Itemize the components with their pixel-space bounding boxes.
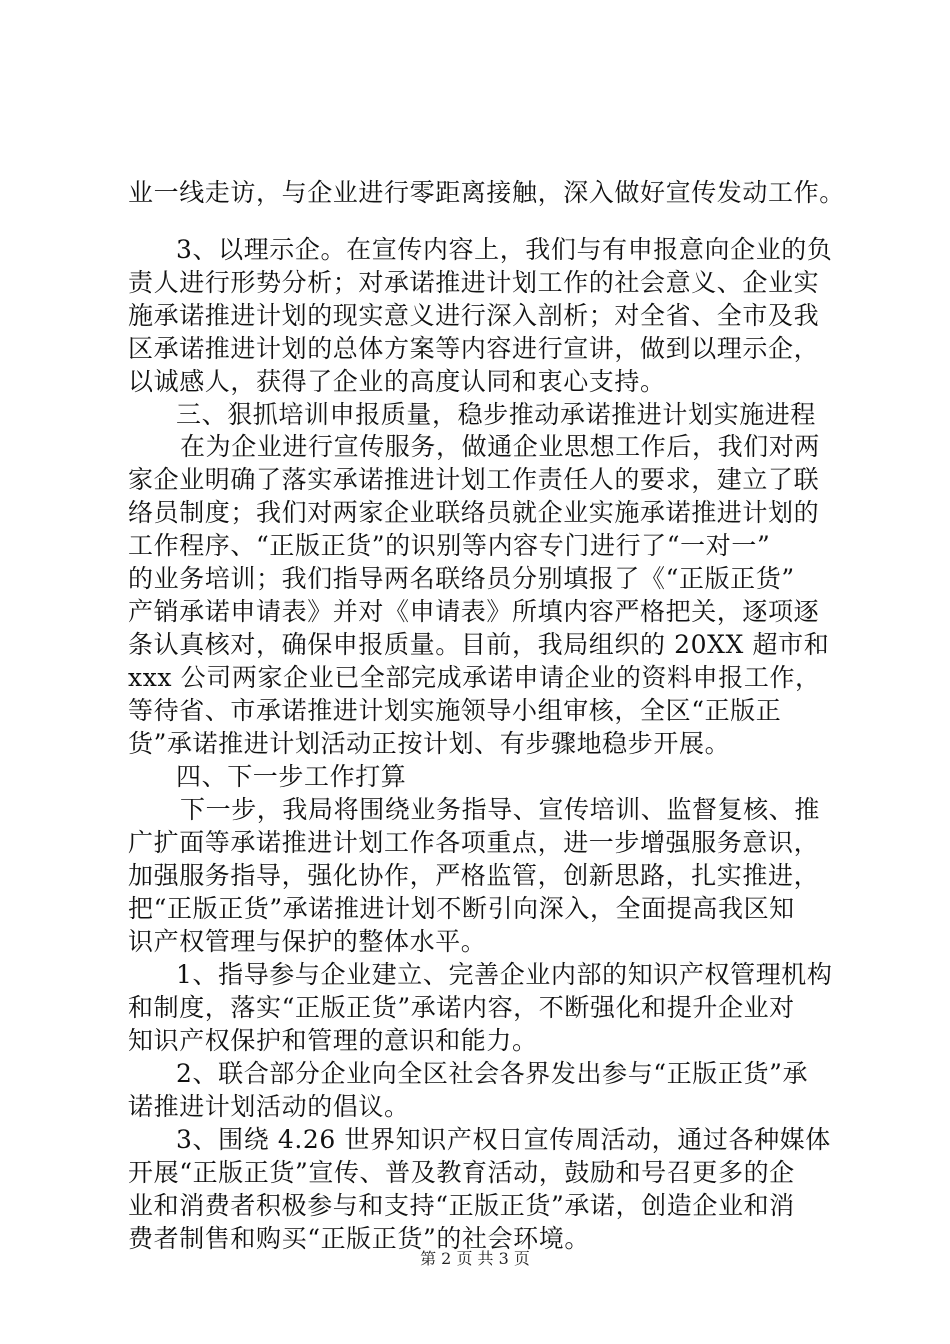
paragraph-line: 1、指导参与企业建立、完善企业内部的知识产权管理机构 [176, 960, 833, 989]
paragraph-line: 开展“正版正货”宣传、普及教育活动，鼓励和号召更多的企 [128, 1158, 795, 1187]
paragraph-line: 施承诺推进计划的现实意义进行深入剖析；对全省、全市及我 [128, 301, 820, 330]
paragraph-line: 等待省、市承诺推进计划实施领导小组审核，全区“正版正 [128, 696, 782, 725]
paragraph-line: 知识产权保护和管理的意识和能力。 [128, 1026, 538, 1055]
section-heading: 四、下一步工作打算 [176, 762, 407, 791]
paragraph-line: 加强服务指导，强化协作，严格监管，创新思路，扎实推进， [128, 861, 820, 890]
paragraph-line: xxx 公司两家企业已全部完成承诺申请企业的资料申报工作， [128, 663, 821, 692]
paragraph-line: 责人进行形势分析；对承诺推进计划工作的社会意义、企业实 [128, 268, 820, 297]
paragraph-line: 产销承诺申请表》并对《申请表》所填内容严格把关，逐项逐 [128, 597, 820, 626]
paragraph-line: 业一线走访，与企业进行零距离接触，深入做好宣传发动工作。 [128, 178, 845, 207]
paragraph-line: 业和消费者积极参与和支持“正版正货”承诺，创造企业和消 [128, 1191, 795, 1220]
paragraph-line: 识产权管理与保护的整体水平。 [128, 927, 487, 956]
paragraph-line: 2、联合部分企业向全区社会各界发出参与“正版正货”承 [176, 1059, 809, 1088]
paragraph-line: 把“正版正货”承诺推进计划不断引向深入，全面提高我区知 [128, 894, 795, 923]
paragraph-line: 货”承诺推进计划活动正按计划、有步骤地稳步开展。 [128, 729, 731, 758]
paragraph-line: 费者制售和购买“正版正货”的社会环境。 [128, 1224, 590, 1253]
paragraph-line: 下一步，我局将围绕业务指导、宣传培训、监督复核、推 [180, 795, 821, 824]
paragraph-line: 3、围绕 4.26 世界知识产权日宣传周活动，通过各种媒体 [176, 1125, 831, 1154]
paragraph-line: 和制度，落实“正版正货”承诺内容，不断强化和提升企业对 [128, 993, 795, 1022]
page-number-footer: 第 2 页 共 3 页 [420, 1249, 530, 1268]
paragraph-line: 3、以理示企。在宣传内容上，我们与有申报意向企业的负 [176, 235, 833, 264]
paragraph-line: 工作程序、“正版正货”的识别等内容专门进行了“一对一” [128, 531, 771, 560]
paragraph-line: 在为企业进行宣传服务，做通企业思想工作后，我们对两 [180, 432, 821, 461]
paragraph-line: 以诚感人，获得了企业的高度认同和衷心支持。 [128, 367, 666, 396]
paragraph-line: 条认真核对，确保申报质量。目前，我局组织的 20XX 超市和 [128, 630, 830, 659]
paragraph-line: 广扩面等承诺推进计划工作各项重点，进一步增强服务意识， [128, 828, 820, 857]
section-heading: 三、狠抓培训申报质量，稳步推动承诺推进计划实施进程 [176, 400, 817, 429]
paragraph-line: 家企业明确了落实承诺推进计划工作责任人的要求，建立了联 [128, 465, 820, 494]
paragraph-line: 区承诺推进计划的总体方案等内容进行宣讲，做到以理示企， [128, 334, 820, 363]
paragraph-line: 的业务培训；我们指导两名联络员分别填报了《“正版正货” [128, 564, 795, 593]
paragraph-line: 络员制度；我们对两家企业联络员就企业实施承诺推进计划的 [128, 498, 820, 527]
paragraph-line: 诺推进计划活动的倡议。 [128, 1092, 410, 1121]
